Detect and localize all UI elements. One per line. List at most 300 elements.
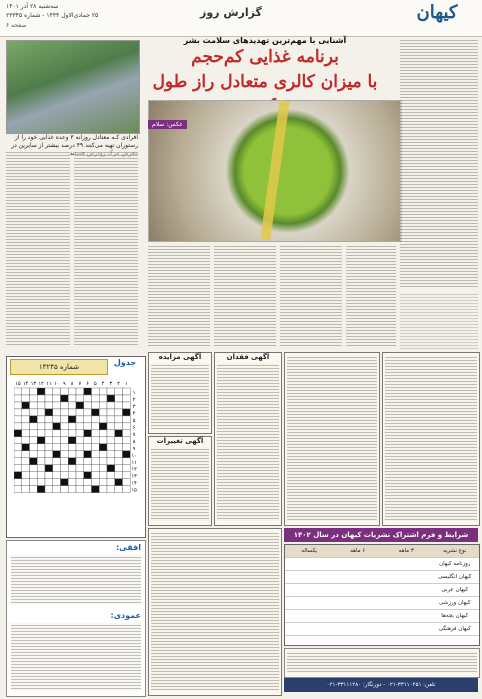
crossword-cell[interactable] (53, 444, 61, 451)
crossword-cell[interactable] (68, 409, 76, 416)
crossword-cell[interactable] (99, 430, 107, 437)
subscription-cell: روزنامه کیهان (439, 561, 471, 567)
article-column-4 (214, 244, 276, 348)
crossword-cell[interactable] (123, 486, 131, 493)
crossword-cell[interactable] (37, 479, 45, 486)
article-column-1 (6, 150, 70, 346)
photo-caption: افرادی کـه معتادل روزانه ۳ وعده غذایی خود را از رستوران تهیه می‌کنند ۴۹ درصد بیشتر از سایرین در (11, 134, 138, 149)
crossword-cell[interactable] (107, 430, 115, 437)
crossword-cell[interactable] (22, 388, 30, 395)
crossword-cell[interactable] (61, 472, 69, 479)
crossword-cell[interactable] (92, 458, 100, 465)
crossword-cell[interactable] (61, 416, 69, 423)
crossword-cell[interactable] (123, 465, 131, 472)
crossword-cell[interactable] (30, 444, 38, 451)
crossword-cell[interactable] (76, 395, 84, 402)
crossword-cell[interactable] (45, 444, 53, 451)
crossword-cell[interactable] (53, 458, 61, 465)
subscription-cell: ۶ ماهه (350, 548, 366, 554)
crossword-cell[interactable] (37, 486, 45, 493)
crossword-cell[interactable] (61, 451, 69, 458)
feature-headline-line-1: برنامه غذایی کم‌حجم (191, 47, 339, 67)
crossword-cell[interactable] (107, 444, 115, 451)
crossword-cell[interactable] (30, 423, 38, 430)
crossword-cell[interactable] (68, 388, 76, 395)
crossword-cell[interactable] (45, 402, 53, 409)
crossword-cell[interactable] (84, 409, 92, 416)
crossword-cell[interactable] (45, 416, 53, 423)
grid-row-number: ۱ (132, 390, 136, 396)
crossword-cell[interactable] (107, 402, 115, 409)
crossword-issue-banner: شماره ۱۳۲۴۵ (10, 359, 108, 375)
crossword-cell[interactable] (14, 409, 22, 416)
subscription-table (284, 544, 480, 646)
crossword-cell[interactable] (22, 430, 30, 437)
crossword-cell[interactable] (53, 395, 61, 402)
crossword-cell[interactable] (99, 451, 107, 458)
crossword-cell[interactable] (115, 388, 123, 395)
crossword-cell[interactable] (99, 472, 107, 479)
crossword-cell[interactable] (30, 430, 38, 437)
crossword-cell[interactable] (107, 458, 115, 465)
crossword-cell[interactable] (107, 486, 115, 493)
grid-column-number: ۱ (125, 381, 128, 387)
crossword-cell[interactable] (107, 416, 115, 423)
crossword-cell[interactable] (115, 444, 123, 451)
crossword-cell[interactable] (92, 402, 100, 409)
crossword-cell[interactable] (115, 430, 123, 437)
crossword-cell[interactable] (123, 437, 131, 444)
crossword-cell[interactable] (123, 451, 131, 458)
crossword-cell[interactable] (61, 479, 69, 486)
crossword-cell[interactable] (99, 437, 107, 444)
crossword-cell[interactable] (22, 451, 30, 458)
crossword-cell[interactable] (30, 465, 38, 472)
crossword-cell[interactable] (115, 423, 123, 430)
crossword-cell[interactable] (14, 388, 22, 395)
crossword-cell[interactable] (22, 444, 30, 451)
crossword-cell[interactable] (37, 437, 45, 444)
crossword-cell[interactable] (84, 423, 92, 430)
crossword-cell[interactable] (76, 416, 84, 423)
crossword-cell[interactable] (99, 458, 107, 465)
crossword-cell[interactable] (61, 402, 69, 409)
crossword-cell[interactable] (30, 437, 38, 444)
crossword-cell[interactable] (92, 437, 100, 444)
crossword-cell[interactable] (45, 430, 53, 437)
crossword-cell[interactable] (14, 479, 22, 486)
crossword-cell[interactable] (76, 465, 84, 472)
crossword-cell[interactable] (22, 402, 30, 409)
notice-box-3 (214, 352, 282, 526)
crossword-cell[interactable] (45, 472, 53, 479)
grid-row-number: ۶ (132, 424, 136, 431)
crossword-cell[interactable] (123, 395, 131, 402)
crossword-cell[interactable] (22, 472, 30, 479)
subscription-row (285, 597, 479, 610)
crossword-cell[interactable] (53, 437, 61, 444)
crossword-cell[interactable] (84, 395, 92, 402)
crossword-cell[interactable] (92, 444, 100, 451)
crossword-cell[interactable] (22, 465, 30, 472)
crossword-cell[interactable] (76, 430, 84, 437)
subscription-cell: یکساله (301, 548, 318, 554)
crossword-cell[interactable] (115, 472, 123, 479)
crossword-cell[interactable] (84, 388, 92, 395)
crossword-cell[interactable] (14, 395, 22, 402)
crossword-cell[interactable] (45, 465, 53, 472)
crossword-cell[interactable] (45, 409, 53, 416)
article-column-5 (280, 244, 342, 348)
crossword-cell[interactable] (45, 458, 53, 465)
crossword-cell[interactable] (68, 402, 76, 409)
crossword-cell[interactable] (61, 388, 69, 395)
clues-panel (6, 540, 146, 697)
crossword-cell[interactable] (123, 479, 131, 486)
crossword-cell[interactable] (14, 486, 22, 493)
notice-body-2 (151, 447, 209, 521)
subscription-row (285, 571, 479, 584)
newspaper-logo: کیهان (416, 2, 458, 23)
crossword-cell[interactable] (92, 395, 100, 402)
crossword-cell[interactable] (99, 486, 107, 493)
crossword-cell[interactable] (30, 486, 38, 493)
crossword-cell[interactable] (30, 402, 38, 409)
grid-row-number: ۱۵ (131, 487, 137, 494)
subscription-row (285, 558, 479, 571)
crossword-cell[interactable] (76, 388, 84, 395)
crossword-cell[interactable] (14, 472, 22, 479)
crossword-cell[interactable] (76, 472, 84, 479)
notice-body-6 (151, 531, 279, 691)
grid-column-number: ۹ (63, 381, 66, 387)
crossword-cell[interactable] (68, 444, 76, 451)
subscription-row (285, 610, 479, 623)
down-heading: عمودی: (110, 611, 141, 620)
crossword-cell[interactable] (53, 465, 61, 472)
crossword-cell[interactable] (68, 416, 76, 423)
crossword-cell[interactable] (37, 444, 45, 451)
crossword-cell[interactable] (84, 430, 92, 437)
subscription-form[interactable] (284, 648, 480, 678)
crossword-cell[interactable] (76, 402, 84, 409)
crossword-cell[interactable] (99, 388, 107, 395)
crossword-cell[interactable] (37, 388, 45, 395)
crossword-cell[interactable] (53, 430, 61, 437)
crossword-cell[interactable] (61, 423, 69, 430)
subscription-cell: کیهان انگلیسی (438, 574, 472, 580)
crossword-cell[interactable] (92, 423, 100, 430)
grid-column-number: ۲ (117, 381, 120, 387)
crossword-cell[interactable] (61, 409, 69, 416)
crossword-cell[interactable] (37, 472, 45, 479)
crossword-cell[interactable] (92, 409, 100, 416)
crossword-cell[interactable] (107, 451, 115, 458)
crossword-cell[interactable] (76, 458, 84, 465)
crossword-cell[interactable] (53, 472, 61, 479)
crossword-cell[interactable] (53, 423, 61, 430)
crossword-cell[interactable] (22, 423, 30, 430)
crossword-cell[interactable] (115, 416, 123, 423)
crossword-cell[interactable] (45, 451, 53, 458)
notice-box-5 (382, 352, 480, 526)
crossword-cell[interactable] (22, 395, 30, 402)
grid-row-number: ۹ (132, 445, 136, 452)
article-column-3 (148, 244, 210, 348)
crossword-cell[interactable] (99, 409, 107, 416)
crossword-cell[interactable] (14, 465, 22, 472)
crossword-cell[interactable] (53, 388, 61, 395)
crossword-cell[interactable] (84, 479, 92, 486)
crossword-cell[interactable] (123, 388, 131, 395)
crossword-cell[interactable] (107, 423, 115, 430)
crossword-cell[interactable] (30, 451, 38, 458)
crossword-cell[interactable] (92, 416, 100, 423)
grid-column-number: ۸ (70, 381, 74, 387)
subscription-cell: کیهان عربی (441, 587, 469, 593)
photo-credit-badge: عکس: سلام (148, 120, 187, 129)
crossword-cell[interactable] (22, 458, 30, 465)
grid-column-number: ۱۰ (53, 381, 60, 387)
crossword-cell[interactable] (53, 416, 61, 423)
crossword-cell[interactable] (107, 437, 115, 444)
crossword-cell[interactable] (53, 451, 61, 458)
subscription-row (285, 584, 479, 597)
crossword-cell[interactable] (123, 472, 131, 479)
crossword-cell[interactable] (22, 479, 30, 486)
crossword-cell[interactable] (14, 437, 22, 444)
notice-title-2: آگهی تغییرات (156, 437, 204, 445)
crossword-cell[interactable] (76, 444, 84, 451)
crossword-cell[interactable] (76, 437, 84, 444)
crossword-cell[interactable] (115, 395, 123, 402)
crossword-cell[interactable] (45, 479, 53, 486)
crossword-cell[interactable] (14, 430, 22, 437)
notice-body-3 (217, 363, 279, 521)
crossword-cell[interactable] (14, 444, 22, 451)
crossword-cell[interactable] (30, 409, 38, 416)
crossword-cell[interactable] (14, 416, 22, 423)
crossword-cell[interactable] (68, 430, 76, 437)
crossword-cell[interactable] (99, 395, 107, 402)
crossword-cell[interactable] (30, 388, 38, 395)
crossword-cell[interactable] (22, 486, 30, 493)
notice-box-4 (284, 352, 380, 526)
crossword-cell[interactable] (45, 486, 53, 493)
crossword-cell[interactable] (123, 423, 131, 430)
crossword-cell[interactable] (123, 444, 131, 451)
crossword-cell[interactable] (84, 486, 92, 493)
crossword-cell[interactable] (123, 402, 131, 409)
crossword-cell[interactable] (107, 409, 115, 416)
crossword-cell[interactable] (37, 423, 45, 430)
crossword-cell[interactable] (37, 416, 45, 423)
crossword-cell[interactable] (68, 472, 76, 479)
crossword-grid[interactable] (14, 378, 138, 528)
crossword-cell[interactable] (115, 451, 123, 458)
crossword-cell[interactable] (76, 451, 84, 458)
crossword-cell[interactable] (84, 416, 92, 423)
crossword-title: جدول (113, 358, 137, 367)
grid-column-number: ۱۴ (22, 381, 29, 387)
crossword-cell[interactable] (84, 451, 92, 458)
crossword-cell[interactable] (30, 479, 38, 486)
crossword-cell[interactable] (22, 409, 30, 416)
notice-body-4 (287, 355, 377, 521)
date-line: سه‌شنبه ۲۸ آذر ۱۴۰۱ (6, 3, 59, 10)
notice-body-1 (151, 363, 209, 429)
crossword-cell[interactable] (68, 486, 76, 493)
crossword-cell[interactable] (61, 465, 69, 472)
crossword-cell[interactable] (107, 479, 115, 486)
crossword-cell[interactable] (14, 402, 22, 409)
crossword-cell[interactable] (84, 472, 92, 479)
sidebar-text-column (400, 38, 478, 288)
crossword-cell[interactable] (99, 479, 107, 486)
crossword-cell[interactable] (68, 395, 76, 402)
crossword-cell[interactable] (45, 395, 53, 402)
crossword-cell[interactable] (45, 388, 53, 395)
crossword-cell[interactable] (107, 472, 115, 479)
crossword-cell[interactable] (68, 437, 76, 444)
subscription-cell: کیهان ورزشی (439, 600, 471, 606)
grid-column-number: ۳ (109, 381, 113, 387)
crossword-cell[interactable] (30, 395, 38, 402)
subscription-row (285, 623, 479, 636)
grid-column-number: ۴ (101, 381, 105, 387)
crossword-cell[interactable] (84, 465, 92, 472)
contact-footer: تلفن: ۳۳۱۱۰۲۵۱-۰۲۱ - دورنگار: ۳۳۱۱۱۲۸۰-۰۲۱ (284, 678, 478, 692)
subscription-banner: شرایط و فرم اشتراک نشریات کیهان در سال ۱۴۰۲ (284, 528, 478, 542)
notice-title-1: آگهی مزایده (158, 353, 202, 361)
crossword-cell[interactable] (123, 458, 131, 465)
crossword-cell[interactable] (68, 479, 76, 486)
crossword-cell[interactable] (123, 416, 131, 423)
crossword-cell[interactable] (115, 479, 123, 486)
grid-column-number: ۱۱ (46, 381, 52, 387)
crossword-cell[interactable] (37, 395, 45, 402)
grid-row-number: ۱۳ (131, 473, 137, 480)
crossword-cell[interactable] (115, 458, 123, 465)
crossword-cell[interactable] (61, 444, 69, 451)
grid-column-number: ۱۵ (15, 381, 21, 387)
crossword-cell[interactable] (76, 486, 84, 493)
crossword-cell[interactable] (99, 465, 107, 472)
crossword-cell[interactable] (37, 451, 45, 458)
crossword-cell[interactable] (30, 416, 38, 423)
crossword-cell[interactable] (92, 472, 100, 479)
issue-line: ۲۵ جمادی‌الاول ۱۴۴۴ - شماره ۲۳۳۴۵ (6, 12, 99, 19)
crossword-cell[interactable] (92, 451, 100, 458)
crossword-cell[interactable] (115, 465, 123, 472)
article-column-6 (346, 244, 396, 348)
crossword-cell[interactable] (107, 395, 115, 402)
crossword-cell[interactable] (115, 437, 123, 444)
crossword-cell[interactable] (14, 458, 22, 465)
crossword-cell[interactable] (123, 409, 131, 416)
crossword-cell[interactable] (37, 409, 45, 416)
grid-row-number: ۱۲ (131, 466, 137, 473)
crossword-cell[interactable] (92, 388, 100, 395)
crossword-cell[interactable] (30, 458, 38, 465)
crossword-cell[interactable] (99, 423, 107, 430)
grid-row-number: ۳ (132, 403, 136, 410)
crossword-cell[interactable] (107, 388, 115, 395)
crossword-cell[interactable] (30, 472, 38, 479)
subscription-cell: کیهان فرهنگی (438, 626, 471, 632)
grid-column-number: ۶ (86, 381, 89, 387)
crossword-cell[interactable] (53, 409, 61, 416)
across-clues (11, 555, 141, 605)
crossword-cell[interactable] (14, 423, 22, 430)
across-heading: افقی: (115, 543, 141, 552)
grid-column-number: ۵ (94, 381, 97, 387)
crossword-cell[interactable] (61, 437, 69, 444)
crossword-cell[interactable] (61, 395, 69, 402)
crossword-cell[interactable] (37, 458, 45, 465)
crossword-cell[interactable] (68, 465, 76, 472)
notice-title-3: آگهی فقدان (226, 353, 270, 361)
crossword-cell[interactable] (68, 451, 76, 458)
crossword-cell[interactable] (76, 423, 84, 430)
crossword-cell[interactable] (84, 402, 92, 409)
crossword-cell[interactable] (84, 444, 92, 451)
crossword-cell[interactable] (14, 451, 22, 458)
crossword-cell[interactable] (99, 402, 107, 409)
crossword-cell[interactable] (53, 486, 61, 493)
crossword-cell[interactable] (61, 458, 69, 465)
crossword-cell[interactable] (99, 416, 107, 423)
crossword-cell[interactable] (115, 402, 123, 409)
crossword-cell[interactable] (84, 437, 92, 444)
crossword-cell[interactable] (92, 465, 100, 472)
crossword-cell[interactable] (123, 430, 131, 437)
exercise-group-photo (6, 40, 140, 134)
crossword-cell[interactable] (99, 444, 107, 451)
crossword-cell[interactable] (37, 402, 45, 409)
subscription-cell: کیهان بچه‌ها (441, 613, 469, 619)
crossword-cell[interactable] (92, 430, 100, 437)
crossword-cell[interactable] (76, 409, 84, 416)
crossword-cell[interactable] (37, 430, 45, 437)
crossword-cell[interactable] (115, 409, 123, 416)
crossword-cell[interactable] (92, 479, 100, 486)
notice-body-5 (385, 355, 477, 521)
crossword-cell[interactable] (45, 437, 53, 444)
crossword-cell[interactable] (76, 479, 84, 486)
crossword-cell[interactable] (84, 458, 92, 465)
crossword-cell[interactable] (22, 416, 30, 423)
crossword-cell[interactable] (53, 402, 61, 409)
crossword-cell[interactable] (37, 465, 45, 472)
crossword-cell[interactable] (45, 423, 53, 430)
page-number: صفحه ۶ (6, 22, 27, 29)
crossword-cell[interactable] (107, 465, 115, 472)
crossword-cell[interactable] (61, 486, 69, 493)
crossword-cell[interactable] (115, 486, 123, 493)
crossword-cell[interactable] (92, 486, 100, 493)
crossword-cell[interactable] (61, 430, 69, 437)
crossword-cell[interactable] (68, 423, 76, 430)
crossword-cell[interactable] (68, 458, 76, 465)
notice-box-2 (148, 436, 212, 526)
feature-kicker: آشنایی با مهم‌ترین تهدیدهای سلامت بشر (183, 36, 347, 45)
subscription-cell: نوع نشریه (443, 548, 467, 554)
crossword-cell[interactable] (22, 437, 30, 444)
crossword-cell[interactable] (53, 479, 61, 486)
grid-row-number: ۱۱ (131, 459, 137, 466)
grid-row-number: ۷ (132, 431, 136, 438)
